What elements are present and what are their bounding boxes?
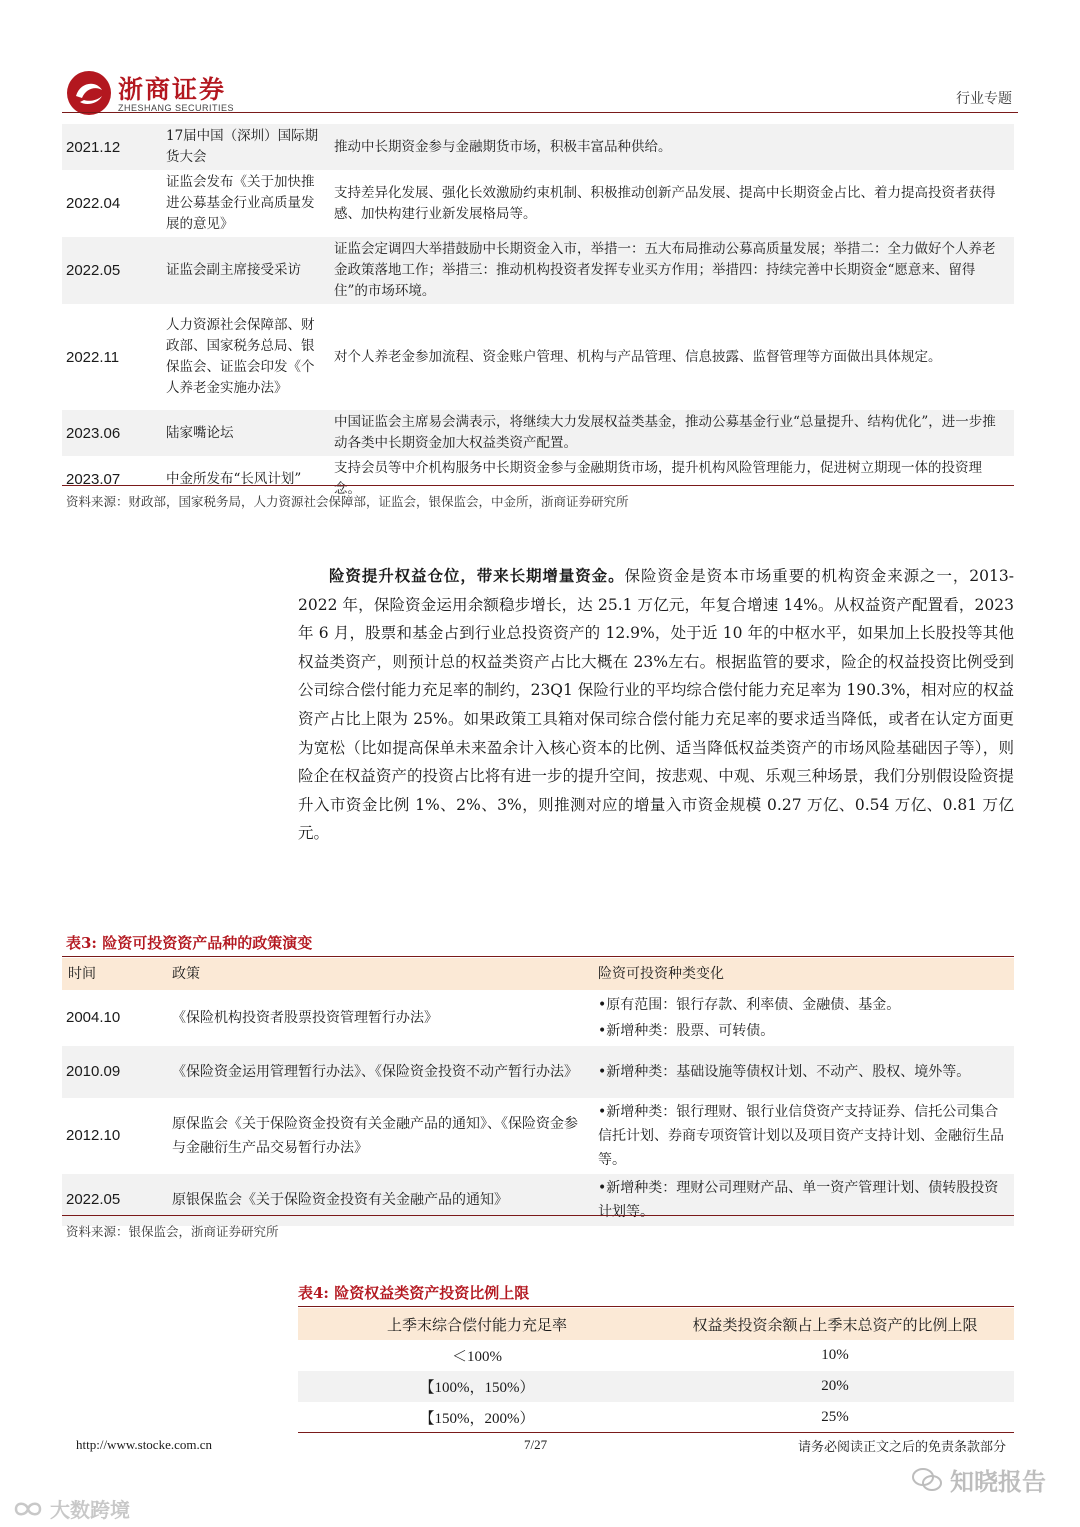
change-item: •原有范围：银行存款、利率债、金融债、基金。	[598, 997, 901, 1013]
row-date: 2010.09	[62, 1046, 166, 1098]
row-source: 人力资源社会保障部、财政部、国家税务总局、银保监会、证监会印发《个人养老金实施办法》	[166, 317, 315, 396]
table-header-row	[62, 958, 1014, 990]
table-row	[62, 1174, 1014, 1226]
row-policy: 原银保监会《关于保险资金投资有关金融产品的通知》	[166, 1174, 592, 1226]
paragraph-lead: 险资提升权益仓位，带来长期增量资金。	[329, 566, 625, 585]
table-bottom-rule	[62, 1215, 1014, 1216]
table-row	[62, 304, 1014, 410]
zheshang-logo-icon	[66, 70, 112, 116]
change-item: •新增种类：股票、可转债。	[598, 1023, 775, 1039]
row-content: 推动中长期资金参与金融期货市场，积极丰富品种供给。	[328, 124, 1014, 170]
solvency-range: 【100%，150%）	[298, 1371, 656, 1402]
change-item: •新增种类：银行理财、银行业信贷资产支持证券、信托公司集合信托计划、券商专项资管计划以及项目资产支持计划、金融衍生品等。	[598, 1104, 1004, 1168]
table-row	[62, 170, 1014, 237]
wechat-icon	[912, 1467, 942, 1493]
row-date: 2004.10	[66, 1009, 121, 1026]
company-name-en: ZHESHANG SECURITIES	[118, 103, 235, 113]
policy-timeline-table	[62, 124, 1014, 502]
row-policy: 原保监会《关于保险资金投资有关金融产品的通知》、《保险资金参与金融衍生产品交易暂行办法》	[172, 1116, 578, 1156]
header-divider	[62, 112, 1018, 113]
equity-cap: 20%	[656, 1371, 1014, 1402]
row-content: 支持差异化发展、强化长效激励约束机制、积极推动创新产品发展、提高中长期资金占比、着力提高投资者获得感、加快构建行业新发展格局等。	[334, 184, 996, 222]
table4-caption: 表4: 险资权益类资产投资比例上限	[298, 1284, 530, 1302]
row-content: 支持会员等中介机构服务中长期资金参与金融期货市场，提升机构风险管理能力，促进树立期现一体的投资理念。	[334, 460, 982, 497]
page-number: 7/27	[524, 1437, 548, 1452]
company-name-cn: 浙商证券	[118, 75, 227, 104]
row-content: 对个人养老金参加流程、资金账户管理、机构与产品管理、信息披露、监督管理等方面做出具体规定。	[334, 348, 942, 365]
row-date: 2022.11	[66, 348, 120, 366]
row-policy: 《保险机构投资者股票投资管理暂行办法》	[172, 1010, 438, 1026]
table-row	[298, 1371, 1014, 1402]
table-top-rule	[62, 956, 1014, 957]
watermark-text: 大数跨境	[50, 1498, 130, 1522]
watermark-text: 知晓报告	[950, 1468, 1046, 1496]
body-paragraph	[298, 562, 1014, 848]
table-source-note: 资料来源：财政部，国家税务局，人力资源社会保障部，证监会，银保监会，中金所，浙商证券研究所	[66, 494, 629, 509]
table-bottom-rule	[62, 485, 1014, 486]
watermark-dashu	[12, 1494, 130, 1523]
row-source: 证监会发布《关于加快推进公募基金行业高质量发展的意见》	[166, 174, 315, 232]
row-changes	[592, 1098, 1014, 1174]
table-row	[62, 237, 1014, 304]
paragraph-body: 保险资金是资本市场重要的机构资金来源之一，2013-2022 年，保险资金运用余额稳步增长，达 25.1 万亿元，年复合增速 14%。从权益资产配置看，2023 年 6 月，股票和基金占到行业总投资资产的 12.9%，处于近 10 年的中枢水平，如果加上长股投等其他权益类资产，则预计总的权益类资产占比大概在 23%左右。根据监管的要求，险企的权益投资比例受到公司综合偿付能力充足率的制约，23Q1 保险行业的平均综合偿付能力充足率为 190.3%，相对应的权益资产占比上限为 25%。如果政策工具箱对保司综合偿付能力充足率的要求适当降低，或者在认定方面更为宽松（比如提高保单未来盈余计入核心资本的比例、适当降低权益类资产的市场风险基础因子等），则险企在权益资产的投资占比将有进一步的提升空间，按悲观、中观、乐观三种场景，我们分别假设险资提升入市资金比例 1%、2%、3%，则推测对应的增量入市资金规模 0.27 万亿、0.54 万亿、0.81 万亿元。	[298, 567, 1014, 843]
row-source: 17届中国（深圳）国际期货大会	[160, 124, 328, 170]
column-header: 时间	[62, 958, 166, 990]
table-source-note: 资料来源：银保监会，浙商证券研究所	[66, 1224, 279, 1239]
table-top-rule	[298, 1306, 1014, 1307]
row-changes	[592, 1174, 1014, 1226]
row-date: 2012.10	[66, 1127, 121, 1144]
row-date: 2022.04	[66, 195, 121, 212]
column-header: 权益类投资余额占上季末总资产的比例上限	[656, 1308, 1014, 1340]
solvency-range: 【150%，200%）	[419, 1411, 535, 1427]
table-header-row	[298, 1308, 1014, 1340]
row-date: 2023.07	[66, 470, 121, 488]
table-row	[62, 990, 1014, 1046]
equity-ratio-cap-table	[298, 1308, 1014, 1433]
solvency-range: ＜100%	[452, 1349, 502, 1365]
change-item: •新增种类：基础设施等债权计划、不动产、股权、境外等。	[598, 1064, 971, 1080]
table-bottom-rule	[298, 1432, 1014, 1433]
table-row	[62, 1046, 1014, 1098]
equity-cap: 25%	[821, 1409, 849, 1425]
column-header: 政策	[166, 958, 592, 990]
change-item: •新增种类：理财公司理财产品、单一资产管理计划、债转股投资计划等。	[598, 1180, 999, 1220]
row-content: 证监会定调四大举措鼓励中长期资金入市，举措一：五大布局推动公募高质量发展；举措二：全力做好个人养老金政策落地工作；举措三：推动机构投资者发挥专业买方作用；举措四：持续完善中长期资金“愿意来、留得住”的市场环境。	[328, 237, 1014, 304]
row-changes	[592, 990, 1014, 1046]
row-date: 2022.05	[62, 237, 160, 304]
row-policy: 《保险资金运用管理暂行办法》、《保险资金投资不动产暂行办法》	[166, 1046, 592, 1098]
report-type-label: 行业专题	[956, 91, 1012, 107]
table-row	[62, 410, 1014, 456]
row-source: 证监会副主席接受采访	[160, 237, 328, 304]
table-row	[298, 1402, 1014, 1433]
row-content: 中国证监会主席易会满表示，将继续大力发展权益类基金，推动公募基金行业“总量提升、结构优化”，进一步推动各类中长期资金加大权益类资产配置。	[328, 410, 1014, 456]
insurance-asset-policy-table	[62, 958, 1014, 1226]
column-header: 上季末综合偿付能力充足率	[298, 1308, 656, 1340]
row-changes	[592, 1046, 1014, 1098]
row-date: 2023.06	[62, 410, 160, 456]
watermark-zhixiao	[912, 1462, 1046, 1497]
table3-caption: 表3: 险资可投资资产品种的政策演变	[66, 934, 313, 952]
row-source: 中金所发布“长风计划”	[166, 470, 302, 487]
row-date: 2021.12	[62, 124, 160, 170]
footer-website-link[interactable]: http://www.stocke.com.cn	[76, 1437, 212, 1452]
column-header: 险资可投资种类变化	[592, 958, 1014, 990]
table-row	[298, 1340, 1014, 1371]
table-row	[62, 1098, 1014, 1174]
row-date: 2022.05	[62, 1174, 166, 1226]
infinity-icon	[12, 1498, 44, 1520]
table-row	[62, 124, 1014, 170]
row-source: 陆家嘴论坛	[160, 410, 328, 456]
equity-cap: 10%	[821, 1347, 849, 1363]
footer-disclaimer: 请务必阅读正文之后的免责条款部分	[797, 1440, 1006, 1455]
